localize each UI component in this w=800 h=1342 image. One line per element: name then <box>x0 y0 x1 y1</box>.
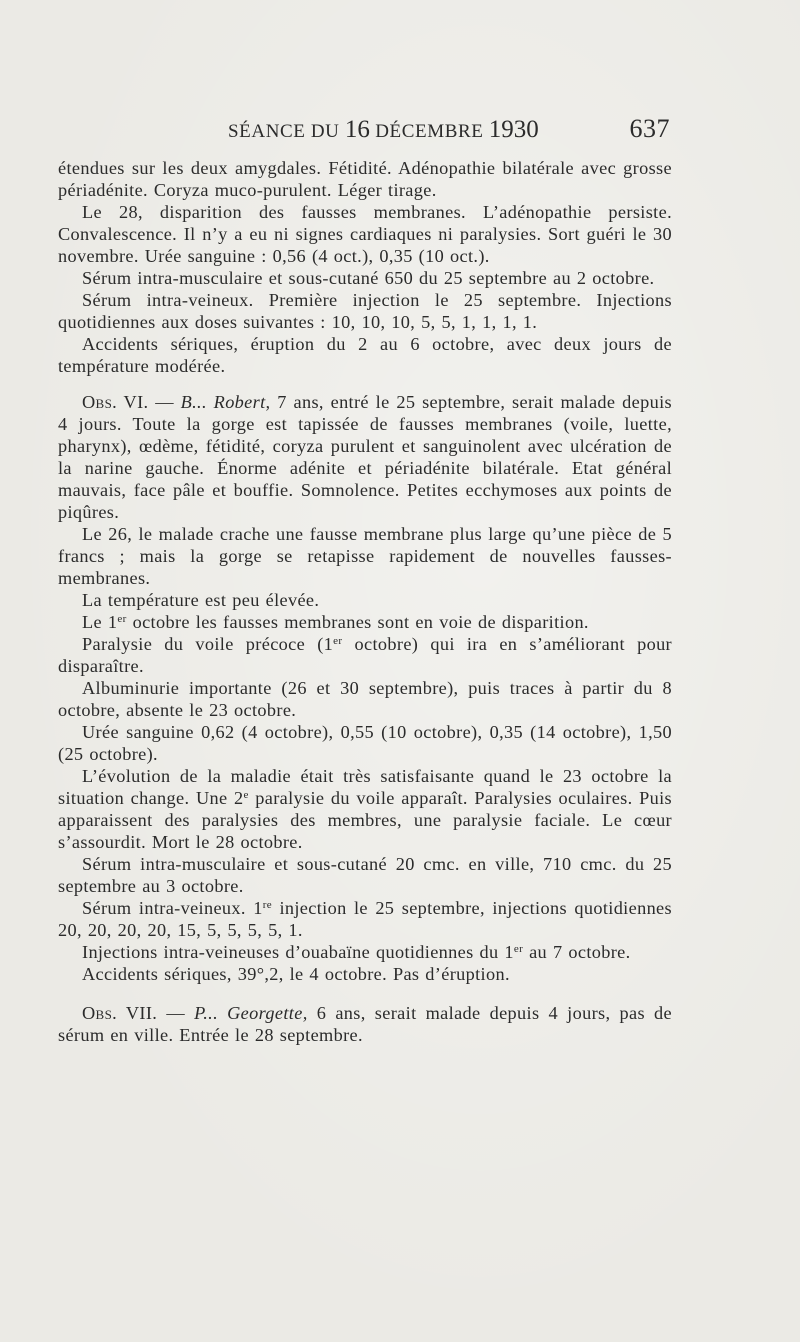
paragraph-13-b: paralysie du voile apparaît. Paralysies oculaires. Puis apparaissent des paralysies des membres, une paralysie faciale. Le cœur s’assourdit. Mort le 28 octobre. <box>58 788 672 852</box>
running-head-month: DÉCEMBRE <box>369 121 489 142</box>
paragraph-10-b: octobre) qui ira en s’améliorant pour disparaître. <box>58 634 672 676</box>
paragraph-13-sup: e <box>243 789 249 801</box>
paragraph-10-a: Paralysie du voile précoce (1 <box>82 634 334 654</box>
paragraph-10-sup: er <box>333 635 343 647</box>
observation-7-patient: P... Georgette, <box>194 1003 308 1023</box>
paragraph-2: Le 28, disparition des fausses membranes. L’adénopathie persiste. Convalescence. Il n’y a eu ni signes cardiaques ni paralysies. Sort guéri le 30 novembre. Urée sanguine : 0,56 (4 oct.), 0,35 (10 oct.). <box>58 202 672 266</box>
paragraph-9 <box>58 611 672 633</box>
observation-6-dash: — <box>148 392 181 412</box>
running-head-prefix: SÉANCE DU <box>228 121 345 142</box>
running-head-day: 16 <box>344 116 370 143</box>
observation-6-patient: B... Robert, <box>180 392 271 412</box>
paragraph-9-sup: er <box>117 613 127 625</box>
observation-6-text: 7 ans, entré le 25 septembre, serait malade depuis 4 jours. Toute la gorge est tapissée de fausses membranes (voile, luette, pharynx), œdème, fétidité, coryza purulent et sanguinolent avec ulcération de la narine gauche. Énorme adénite et périadénite bilatérale. Etat général mauvais, face pâle et bouffie. Somnolence. Petites ecchymoses aux points de piqûres. <box>58 392 672 522</box>
paragraph-9-b: octobre les fausses membranes sont en voie de disparition. <box>126 612 589 632</box>
paragraph-13 <box>58 765 672 853</box>
paragraph-15-a: Sérum intra-veineux. 1 <box>82 898 263 918</box>
paragraph-14: Sérum intra-musculaire et sous-cutané 20 cmc. en ville, 710 cmc. du 25 septembre au 3 octobre. <box>58 854 672 896</box>
page-header <box>60 116 670 150</box>
observation-6 <box>58 391 672 523</box>
paragraph-5: Accidents sériques, éruption du 2 au 6 octobre, avec deux jours de température modérée. <box>58 334 672 376</box>
paragraph-15 <box>58 897 672 941</box>
paragraph-17: Accidents sériques, 39°,2, le 4 octobre. Pas d’éruption. <box>82 964 510 984</box>
paragraph-10 <box>58 633 672 677</box>
paragraph-4: Sérum intra-veineux. Première injection le 25 septembre. Injections quotidiennes aux doses suivantes : 10, 10, 10, 5, 5, 1, 1, 1, 1. <box>58 290 672 332</box>
observation-7-text: 6 ans, serait malade depuis 4 jours, pas de sérum en ville. Entrée le 28 septembre. <box>58 1003 672 1045</box>
observation-6-label: Obs. VI. <box>82 392 149 412</box>
running-head-year: 1930 <box>488 116 539 143</box>
paragraph-15-sup: re <box>262 899 273 911</box>
paragraph-7: Le 26, le malade crache une fausse membrane plus large qu’une pièce de 5 francs ; mais la gorge se retapisse rapidement de nouvelles fausses-membranes. <box>58 524 672 588</box>
paragraph-8: La température est peu élevée. <box>82 590 320 610</box>
paragraph-9-a: Le 1 <box>82 612 118 632</box>
observation-7-label: Obs. VII. <box>82 1003 158 1023</box>
observation-7 <box>58 1002 672 1046</box>
page-body <box>58 157 672 1046</box>
paragraph-3: Sérum intra-musculaire et sous-cutané 650 du 25 septembre au 2 octobre. <box>82 268 655 288</box>
paragraph-16-a: Injections intra-veineuses d’ouabaïne quotidiennes du 1 <box>82 942 514 962</box>
paragraph-12: Urée sanguine 0,62 (4 octobre), 0,55 (10 octobre), 0,35 (14 octobre), 1,50 (25 octobre). <box>58 722 672 764</box>
observation-7-dash: — <box>157 1003 195 1023</box>
page-number: 637 <box>629 114 670 143</box>
paragraph-1: étendues sur les deux amygdales. Fétidité. Adénopathie bilatérale avec grosse périadénite. Coryza muco-purulent. Léger tirage. <box>58 158 672 200</box>
paragraph-16 <box>58 941 672 963</box>
paragraph-15-b: injection le 25 septembre, injections quotidiennes 20, 20, 20, 20, 15, 5, 5, 5, 5, 1. <box>58 898 672 940</box>
paragraph-11: Albuminurie importante (26 et 30 septembre), puis traces à partir du 8 octobre, absente le 23 octobre. <box>58 678 672 720</box>
paragraph-16-b: au 7 octobre. <box>523 942 631 962</box>
paragraph-16-sup: er <box>513 943 524 955</box>
paragraph-13-a: L’évolution de la maladie était très satisfaisante quand le 23 octobre la situation change. Une 2 <box>58 766 672 808</box>
running-head <box>228 116 539 144</box>
